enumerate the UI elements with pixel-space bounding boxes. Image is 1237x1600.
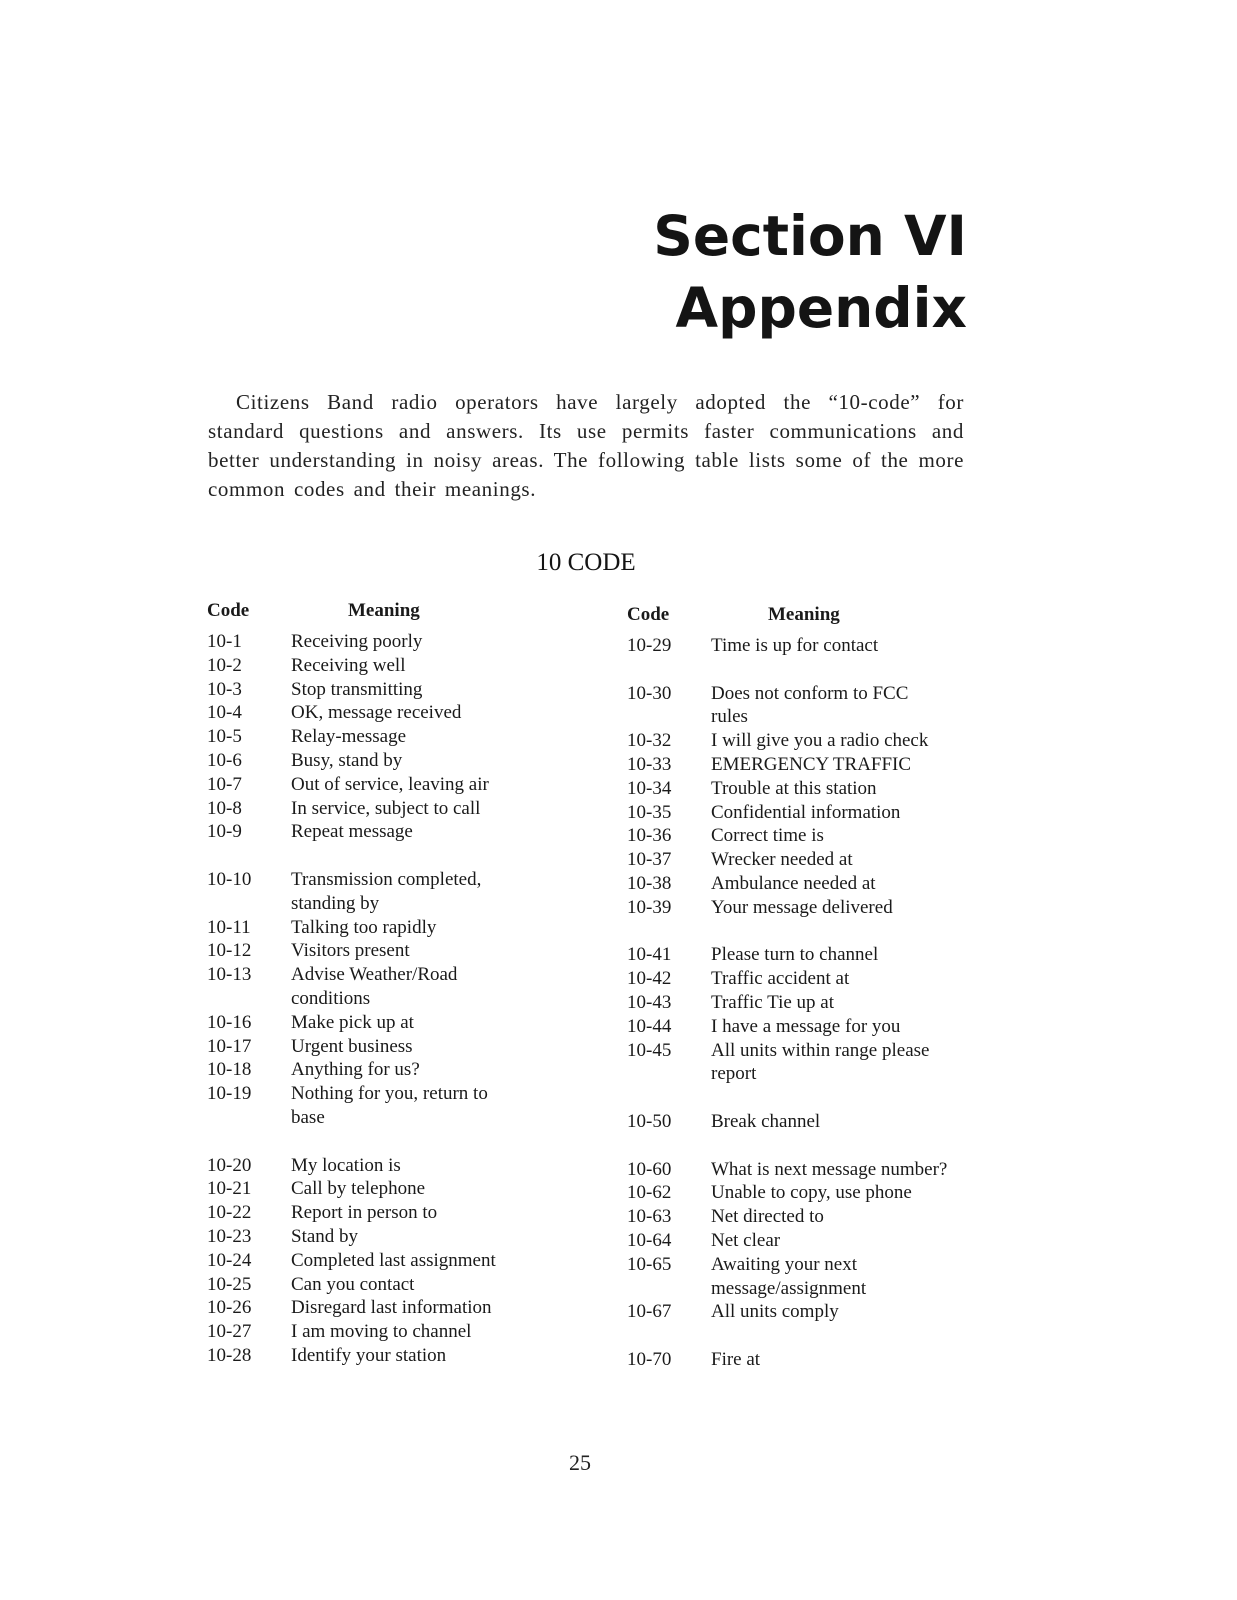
meaning-cell: OK, message received [291,702,462,724]
table-row [207,654,537,678]
meaning-cell: Identify your station [291,1344,447,1366]
section-heading [653,200,967,344]
code-cell: 10-8 [207,797,242,819]
code-cell: 10-25 [207,1273,252,1295]
code-cell: 10-50 [627,1110,672,1132]
code-cell: 10-64 [627,1229,672,1251]
meaning-cell: Call by telephone [291,1178,426,1200]
table-row [627,634,987,658]
section-title: Section VI [653,204,967,268]
table-row [627,1229,987,1253]
code-cell: 10-42 [627,968,672,990]
table-row [207,1273,537,1297]
table-row [627,1015,987,1039]
table-row [627,1039,987,1087]
column-header [627,604,987,634]
code-cell: 10-28 [207,1344,252,1366]
table-row [207,1296,537,1320]
meaning-cell: Confidential information [711,801,901,823]
meaning-cell: Relay-message [291,726,407,748]
table-row [207,701,537,725]
meaning-cell: Stand by [291,1225,359,1247]
meaning-cell: My location is [291,1154,401,1176]
table-row [207,1201,537,1225]
meaning-cell: Trouble at this station [711,777,877,799]
code-rows [207,630,537,1368]
code-cell: 10-12 [207,940,252,962]
table-row [207,749,537,773]
code-cell: 10-13 [207,964,252,986]
code-cell: 10-9 [207,821,242,843]
table-row [627,1348,987,1372]
table-row [627,753,987,777]
table-row [207,725,537,749]
table-row [207,630,537,654]
meaning-cell: Correct time is [711,825,824,847]
code-cell: 10-45 [627,1039,672,1061]
meaning-cell: Make pick up at [291,1011,414,1033]
code-cell: 10-39 [627,896,672,918]
meaning-cell: Nothing for you, return to base [291,1083,488,1128]
meaning-cell: Stop transmitting [291,678,423,700]
meaning-cell: Completed last assignment [291,1249,496,1271]
code-cell: 10-29 [627,635,672,656]
code-cell: 10-10 [207,868,252,890]
table-row [627,967,987,991]
code-cell: 10-62 [627,1182,672,1204]
meaning-cell: Awaiting your next message/assignment [711,1253,867,1299]
table-row [627,1253,987,1301]
code-cell: 10-3 [207,678,242,700]
meaning-cell: I have a message for you [711,1015,901,1037]
meaning-cell: All units comply [711,1301,839,1323]
table-row [207,1154,537,1178]
column-header-code: Code [207,600,250,621]
table-row [627,991,987,1015]
meaning-cell: Break channel [711,1110,821,1132]
meaning-cell: Your message delivered [711,896,893,918]
meaning-cell: Net clear [711,1229,781,1251]
code-cell: 10-18 [207,1059,252,1081]
meaning-cell: Repeat message [291,821,413,843]
meaning-cell: Anything for us? [291,1059,420,1081]
code-cell: 10-30 [627,682,672,704]
code-cell: 10-23 [207,1225,252,1247]
code-cell: 10-11 [207,916,251,938]
meaning-cell: EMERGENCY TRAFFIC [711,753,912,775]
code-cell: 10-1 [207,631,242,652]
meaning-cell: Please turn to channel [711,944,879,966]
table-row [627,1205,987,1229]
code-cell: 10-26 [207,1297,252,1319]
meaning-cell: Urgent business [291,1035,413,1057]
meaning-cell: Talking too rapidly [291,916,437,938]
meaning-cell: Net directed to [711,1206,824,1228]
code-cell: 10-43 [627,991,672,1013]
meaning-cell: Fire at [711,1348,761,1370]
meaning-cell: Advise Weather/Road conditions [291,964,458,1009]
meaning-cell: Report in person to [291,1202,438,1224]
meaning-cell: Wrecker needed at [711,849,853,871]
code-cell: 10-44 [627,1015,672,1037]
meaning-cell: Receiving well [291,654,406,676]
code-cell: 10-70 [627,1348,672,1370]
table-row [627,729,987,753]
code-cell: 10-6 [207,749,242,771]
meaning-cell: Disregard last information [291,1297,492,1319]
code-cell: 10-4 [207,702,242,724]
table-row [627,848,987,872]
column-header-meaning: Meaning [348,600,420,621]
code-cell: 10-67 [627,1301,672,1323]
meaning-cell: Busy, stand by [291,749,403,771]
meaning-cell: Unable to copy, use phone [711,1182,912,1204]
column-header-code: Code [627,604,670,625]
table-row [207,868,537,916]
code-cell: 10-2 [207,654,242,676]
table-row [207,1225,537,1249]
table-row [207,678,537,702]
meaning-cell: Does not conform to FCC rules [711,682,909,728]
meaning-cell: Traffic accident at [711,968,850,990]
table-row [207,1249,537,1273]
code-cell: 10-19 [207,1083,252,1105]
code-cell: 10-38 [627,872,672,894]
code-table-right-column [627,604,987,1372]
code-cell: 10-60 [627,1158,672,1180]
meaning-cell: In service, subject to call [291,797,481,819]
code-cell: 10-5 [207,726,242,748]
table-title: 10 CODE [536,549,636,576]
code-cell: 10-27 [207,1321,252,1343]
meaning-cell: Receiving poorly [291,631,423,652]
table-row [207,820,537,844]
code-cell: 10-22 [207,1202,252,1224]
table-row [627,1300,987,1324]
table-row [627,824,987,848]
meaning-cell: Visitors present [291,940,410,962]
table-row [627,872,987,896]
meaning-cell: Can you contact [291,1273,415,1295]
table-row [627,777,987,801]
table-row [207,939,537,963]
table-row [207,1320,537,1344]
table-row [207,963,537,1011]
code-cell: 10-65 [627,1253,672,1275]
meaning-cell: What is next message number? [711,1158,948,1180]
code-cell: 10-37 [627,849,672,871]
table-row [627,682,987,730]
table-row [207,916,537,940]
section-subtitle: Appendix [675,276,967,340]
table-row [627,1110,987,1134]
code-cell: 10-33 [627,753,672,775]
page-number: 25 [569,1450,591,1475]
code-cell: 10-17 [207,1035,252,1057]
column-header-meaning: Meaning [768,604,840,625]
meaning-cell: Transmission completed, standing by [291,868,482,914]
table-row [207,797,537,821]
code-cell: 10-34 [627,777,672,799]
table-row [627,943,987,967]
code-cell: 10-35 [627,801,672,823]
code-cell: 10-16 [207,1011,252,1033]
table-row [627,896,987,920]
code-rows [627,634,987,1372]
meaning-cell: I am moving to channel [291,1321,472,1343]
code-cell: 10-24 [207,1249,252,1271]
meaning-cell: Time is up for contact [711,635,879,656]
table-row [207,1035,537,1059]
code-cell: 10-32 [627,730,672,752]
meaning-cell: Ambulance needed at [711,872,876,894]
column-header [207,600,537,630]
code-cell: 10-21 [207,1178,252,1200]
meaning-cell: Out of service, leaving air [291,773,489,795]
table-row [207,1344,537,1368]
code-table-left-column [207,600,537,1368]
table-row [207,1177,537,1201]
code-cell: 10-7 [207,773,242,795]
table-row [207,773,537,797]
table-row [627,1158,987,1182]
table-row [207,1082,537,1130]
code-cell: 10-20 [207,1154,252,1176]
meaning-cell: All units within range please report [711,1039,930,1085]
code-cell: 10-63 [627,1206,672,1228]
table-row [207,1011,537,1035]
table-row [627,801,987,825]
table-row [627,1181,987,1205]
table-row [207,1058,537,1082]
meaning-cell: Traffic Tie up at [711,991,834,1013]
code-cell: 10-36 [627,825,672,847]
code-cell: 10-41 [627,944,672,966]
meaning-cell: I will give you a radio check [711,730,929,752]
intro-paragraph: Citizens Band radio operators have largely adopted the “10-code” for standard questions and answers. Its use permits faster communications and better understanding in noisy areas. The following table lists some of the more common codes and their meanings. [208,390,964,501]
